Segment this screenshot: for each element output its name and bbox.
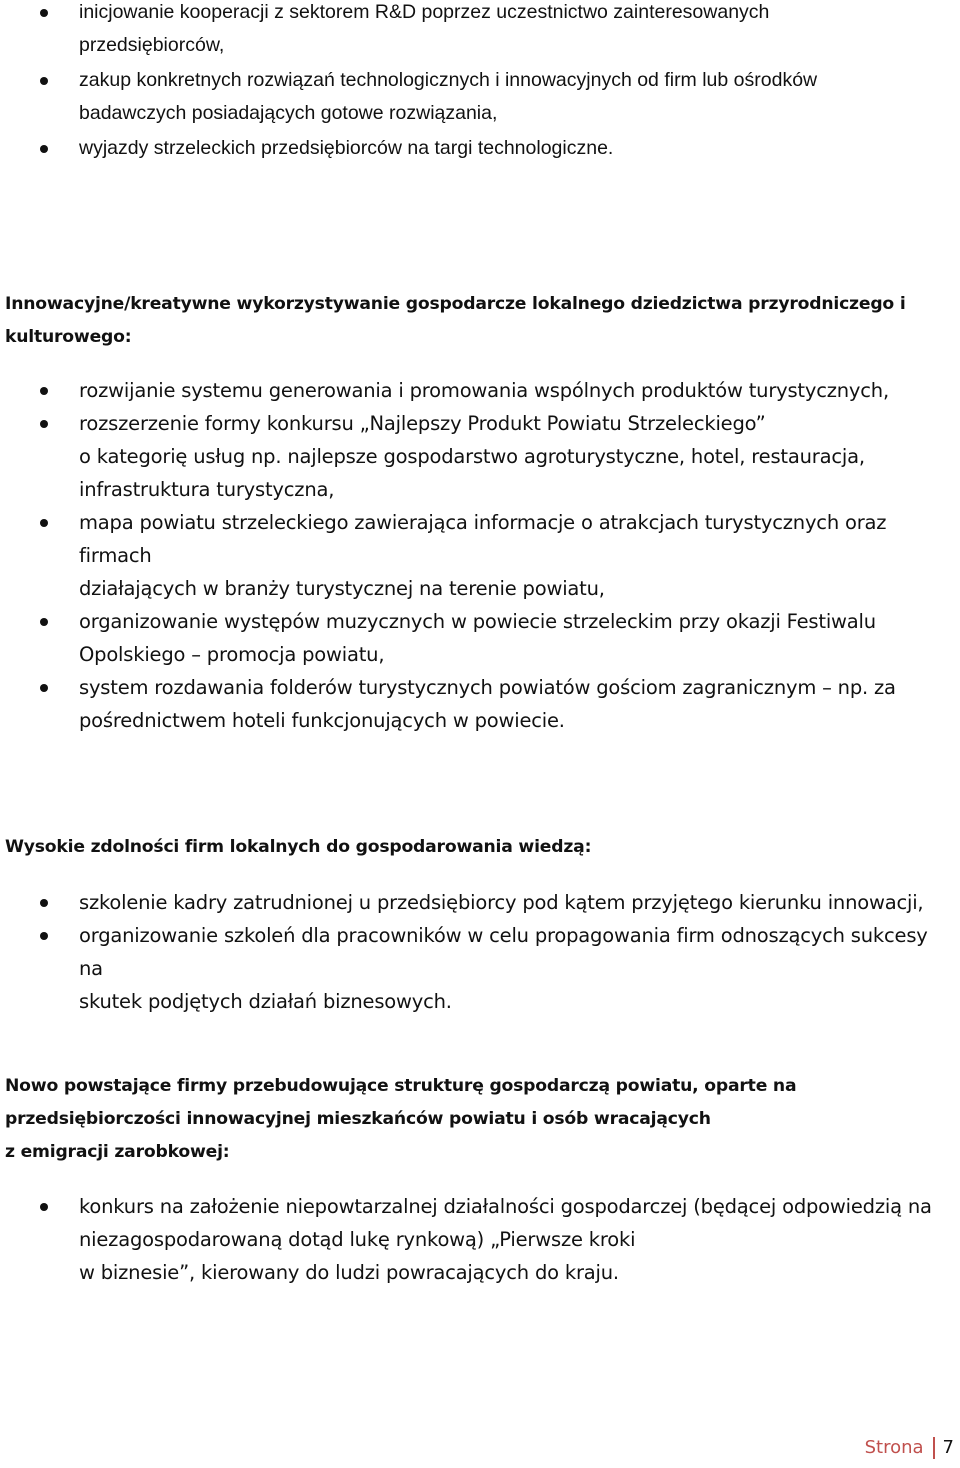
list-item: wyjazdy strzeleckich przedsiębiorców na targi technologiczne. [0, 132, 955, 165]
bullet-icon [40, 684, 48, 692]
page-number: 7 [942, 1437, 954, 1458]
page-label: Strona [864, 1437, 924, 1458]
bullet-icon [40, 9, 48, 17]
bullet-icon [40, 77, 48, 85]
list-item: szkolenie kadry zatrudnionej u przedsiębiorcy pod kątem przyjętego kierunku innowacji, [0, 886, 955, 919]
list-item: inicjowanie kooperacji z sektorem R&D poprzez uczestnictwo zainteresowanych przedsiębiorców, [0, 0, 955, 62]
list-item: organizowanie występów muzycznych w powiecie strzeleckim przy okazji Festiwalu Opolskiego – promocja powiatu, [0, 605, 955, 671]
section3-heading: Wysokie zdolności firm lokalnych do gospodarowania wiedzą: [5, 837, 592, 857]
list-item: rozszerzenie formy konkursu „Najlepszy Produkt Powiatu Strzeleckiego” o kategorię usług np. najlepsze gospodarstwo agroturystyczne, hotel, restauracja, infrastruktura turystyczna, [0, 407, 955, 506]
section3-list [0, 886, 955, 1018]
section2-list [0, 374, 955, 737]
list-item: system rozdawania folderów turystycznych powiatów gościom zagranicznym – np. za pośrednictwem hoteli funkcjonujących w powiecie. [0, 671, 955, 737]
bullet-icon [40, 932, 48, 940]
bullet-icon [40, 420, 48, 428]
section4-list [0, 1190, 955, 1289]
bullet-icon [40, 1203, 48, 1211]
list-item: rozwijanie systemu generowania i promowania wspólnych produktów turystycznych, [0, 374, 955, 407]
bullet-icon [40, 145, 48, 153]
bullet-icon [40, 618, 48, 626]
list-item: konkurs na założenie niepowtarzalnej działalności gospodarczej (będącej odpowiedzią na niezagospodarowaną dotąd lukę rynkową) „Pierwsze kroki w biznesie”, kierowany do ludzi powracających do kraju. [0, 1190, 955, 1289]
list-item: mapa powiatu strzeleckiego zawierająca informacje o atrakcjach turystycznych oraz firmach działających w branży turystycznej na terenie powiatu, [0, 506, 955, 605]
section4-heading: Nowo powstające firmy przebudowujące strukturę gospodarczą powiatu, oparte na przedsiębiorczości innowacyjnej mieszkańców powiatu i osób wracających z emigracji zarobkowej: [5, 1076, 797, 1162]
bullet-icon [40, 899, 48, 907]
bullet-icon [40, 519, 48, 527]
list-item: zakup konkretnych rozwiązań technologicznych i innowacyjnych od firm lub ośrodków badawczych posiadających gotowe rozwiązania, [0, 64, 955, 130]
list-item: organizowanie szkoleń dla pracowników w celu propagowania firm odnoszących sukcesy na skutek podjętych działań biznesowych. [0, 919, 955, 1018]
section2-heading: Innowacyjne/kreatywne wykorzystywanie gospodarcze lokalnego dziedzictwa przyrodniczego i kulturowego: [5, 294, 906, 347]
section1-list [0, 0, 955, 165]
footer-divider [933, 1437, 935, 1459]
bullet-icon [40, 387, 48, 395]
page-footer [865, 1433, 954, 1463]
